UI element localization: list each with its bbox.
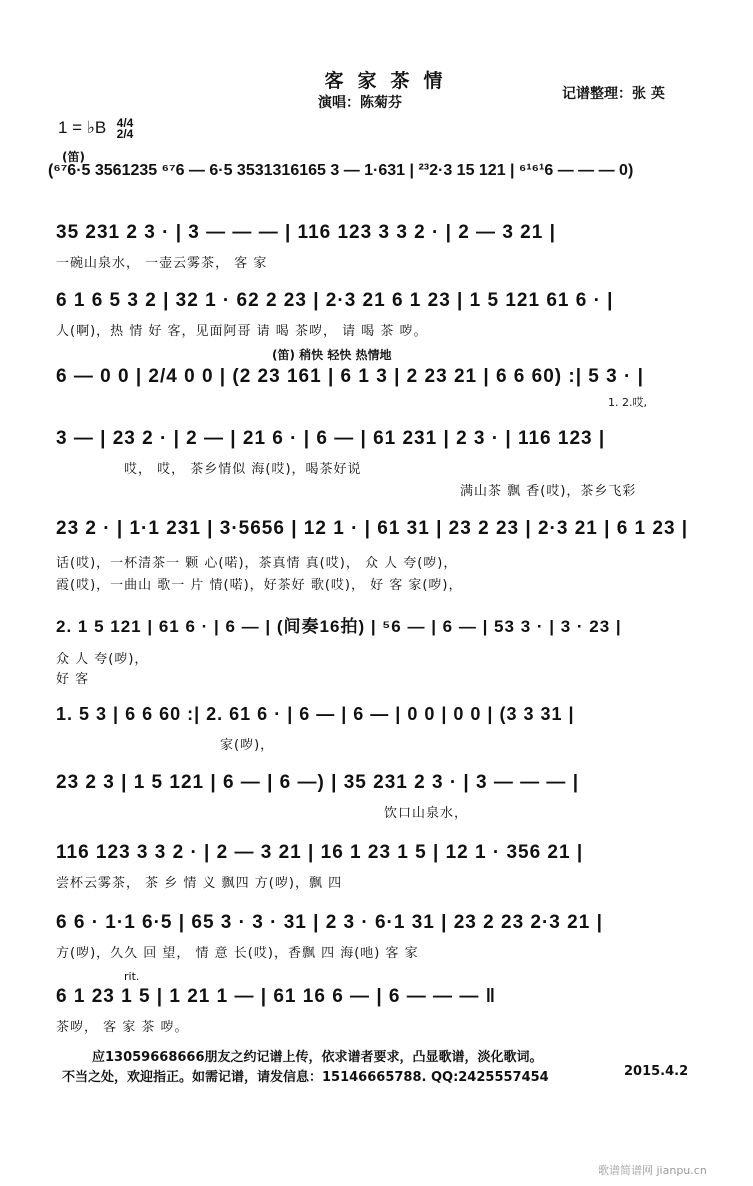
lyric-line: 茶哕， 客 家 茶 哕。: [56, 1020, 189, 1035]
lyric-line: 哎， 哎， 茶乡情似 海(哎)，喝茶好说: [124, 462, 362, 477]
arranger-credit: 记谱整理：张 英: [562, 86, 665, 102]
singer-credit: 演唱：陈菊芬: [318, 95, 402, 111]
lyric-line-2: 好 客: [56, 672, 90, 687]
lyric-line: 方(哕)，久久 回 望， 情 意 长(哎)，香飘 四 海(吔) 客 家: [56, 946, 419, 961]
notation-line: 23 2 · | 1·1 231 | 3·5656 | 12 1 · | 61 31 | 23 2 23 | 2·3 21 | 6 1 23 |: [56, 518, 689, 539]
notation-line: 6 1 6 5 3 2 | 32 1 · 62 2 23 | 2·3 21 6 1 23 | 1 5 121 61 6 · |: [56, 290, 614, 311]
lyric-line: 一碗山泉水， 一壶云雾茶， 客 家: [56, 256, 268, 271]
lyric-line: 家(哕)，: [220, 738, 275, 753]
song-title: 客家茶情: [324, 70, 457, 92]
lyric-line: 尝杯云雾茶， 茶 乡 情 义 飘四 方(哕)，飘 四: [56, 876, 343, 891]
lyric-line: 饮口山泉水，: [384, 806, 469, 821]
watermark: 歌谱简谱网 jianpu.cn: [598, 1164, 707, 1177]
notation-line: 6 1 23 1 5 | 1 21 1 — | 61 16 6 — | 6 — — — ‖: [56, 986, 497, 1007]
meter-2: 2/4: [116, 127, 134, 141]
notation-line: (⁶⁷6·5 3561235 ⁶⁷6 — 6·5 3531316165 3 — 1·631 | ²³2·3 15 121 | ⁶¹⁶¹6 — — — 0): [48, 162, 634, 179]
notation-line: 3 — | 23 2 · | 2 — | 21 6 · | 6 — | 61 231 | 2 3 · | 116 123 |: [56, 428, 606, 449]
notation-line: 116 123 3 3 2 · | 2 — 3 21 | 16 1 23 1 5 | 12 1 · 356 21 |: [56, 842, 584, 863]
footer-contact: 不当之处，欢迎指正。如需记谱，请发信息：15146665788. QQ:2425557454: [62, 1070, 549, 1085]
volta-lyric: 1. 2.哎,: [608, 396, 647, 409]
notation-line: 1. 5 3 | 6 6 60 :| 2. 61 6 · | 6 — | 6 — | 0 0 | 0 0 | (3 3 31 |: [56, 704, 575, 724]
rit-marking: rit.: [124, 970, 140, 983]
notation-line: 23 2 3 | 1 5 121 | 6 — | 6 —) | 35 231 2 3 · | 3 — — — |: [56, 772, 580, 793]
lyric-line-2: 霞(哎)，一曲山 歌一 片 情(喏)，好茶好 歌(哎)， 好 客 家(哕)，: [56, 578, 463, 593]
lyric-line: 话(哎)，一杯清茶一 颗 心(喏)，茶真情 真(哎)， 众 人 夸(哕)，: [56, 556, 458, 571]
key-label: 1 = ♭B: [58, 118, 107, 138]
meter-1: 4/4: [116, 116, 134, 130]
tempo-annotation: (笛) 稍快 轻快 热情地: [272, 348, 392, 362]
instrument-annotation: (笛): [62, 150, 85, 164]
notation-line: 2. 1 5 121 | 61 6 · | 6 — | (间奏16拍) | ⁵6 — | 6 — | 53 3 · | 3 · 23 |: [56, 617, 622, 636]
notation-line: 6 6 · 1·1 6·5 | 65 3 · 3 · 31 | 2 3 · 6·1 31 | 23 2 23 2·3 21 |: [56, 912, 603, 933]
notation-line: 35 231 2 3 · | 3 — — — | 116 123 3 3 2 · | 2 — 3 21 |: [56, 222, 556, 243]
lyric-line: 人(啊)，热 情 好 客，见面阿哥 请 喝 茶哕， 请 喝 茶 哕。: [56, 324, 428, 339]
footer-date: 2015.4.2: [624, 1064, 689, 1079]
lyric-line: 众 人 夸(哕)，: [56, 652, 149, 667]
time-signature: [117, 118, 134, 140]
footer-note: 应13059668666朋友之约记谱上传，依求谱者要求，凸显歌谱，淡化歌词。: [92, 1050, 543, 1065]
key-signature: [58, 118, 133, 140]
notation-line: 6 — 0 0 | 2/4 0 0 | (2 23 161 | 6 1 3 | 2 23 21 | 6 6 60) :| 5 3 · |: [56, 366, 644, 387]
lyric-line-2: 满山茶 飘 香(哎)，茶乡飞彩: [460, 484, 637, 499]
